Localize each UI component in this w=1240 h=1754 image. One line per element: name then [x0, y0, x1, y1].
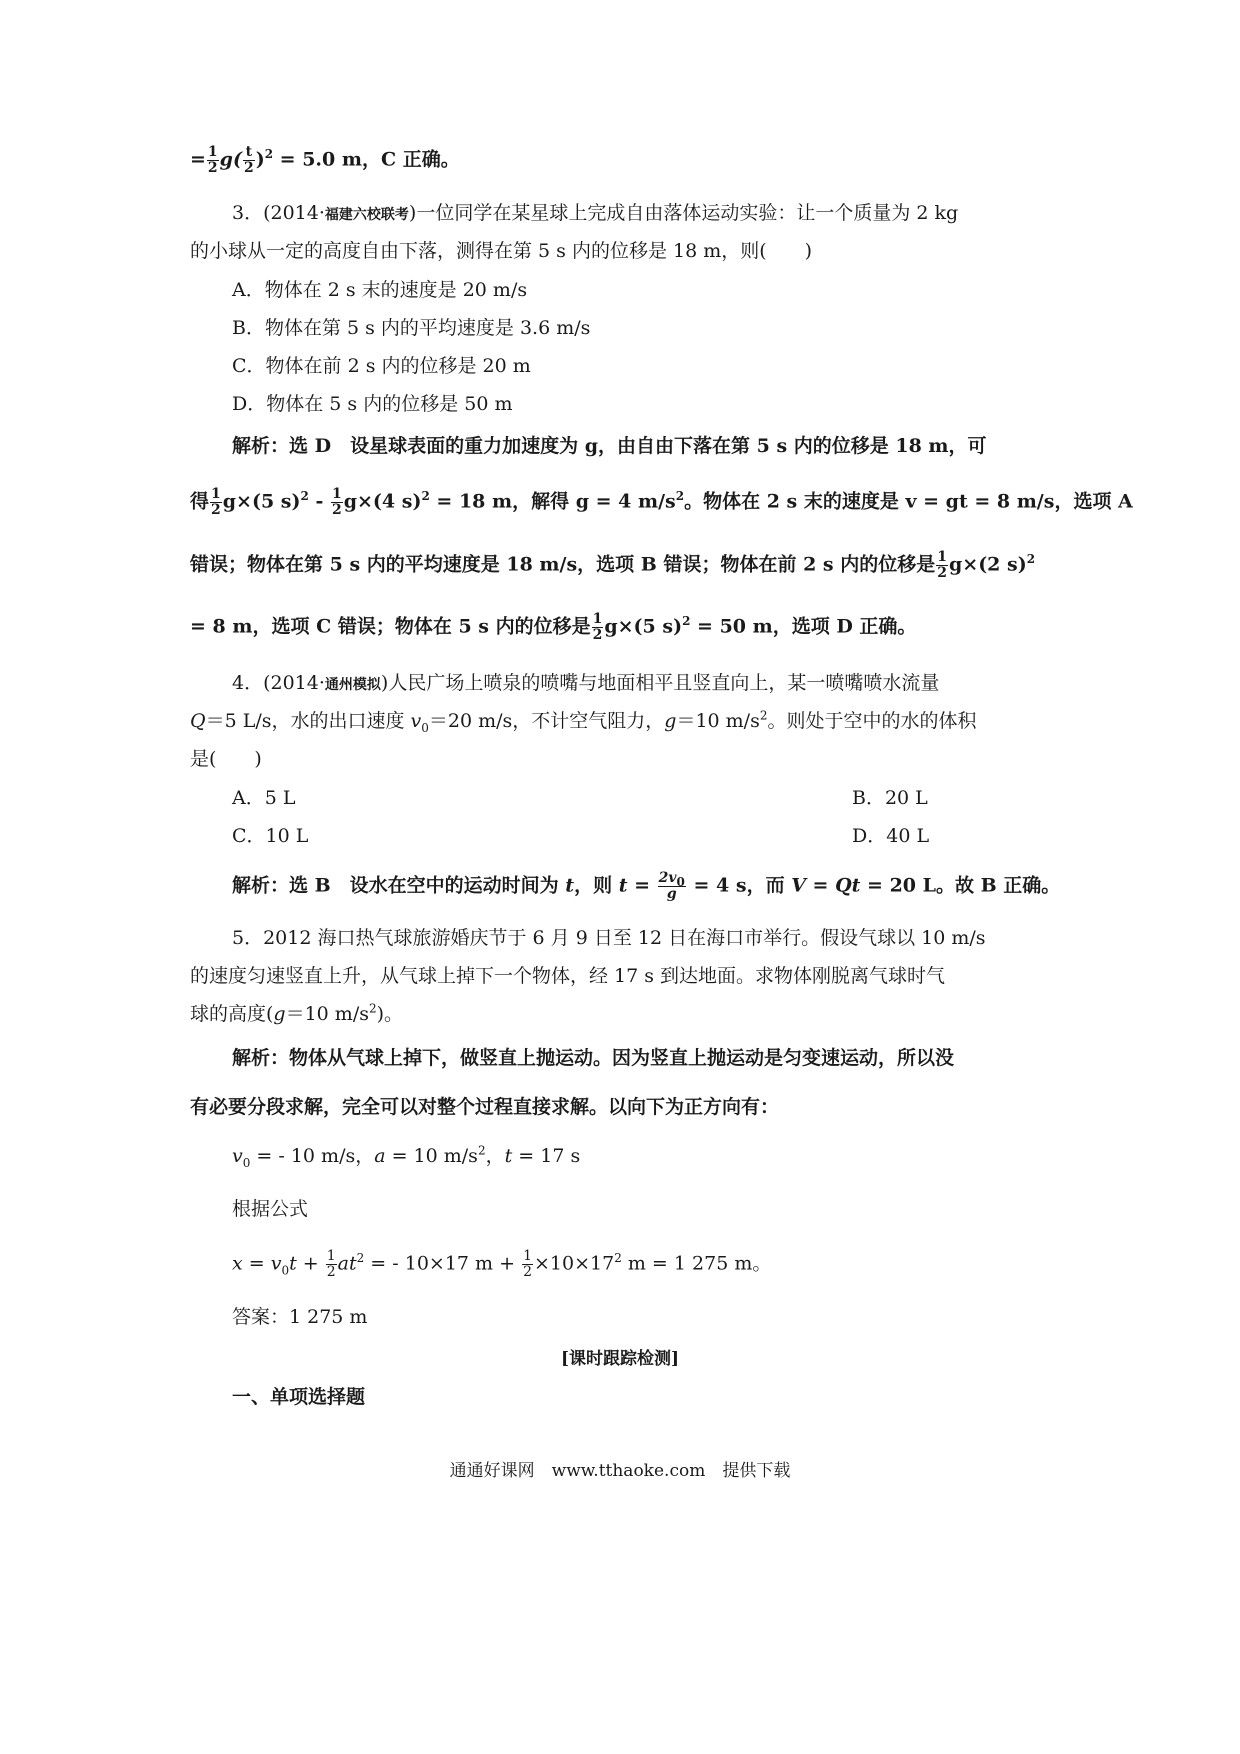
q5-stem-line-2: 的速度匀速竖直上升，从气球上掉下一个物体，经 17 s 到达地面。求物体刚脱离气球时气 — [190, 965, 946, 987]
q4-stem-line-3: 是( ) — [190, 748, 262, 770]
q3-option-d: D．物体在 5 s 内的位移是 50 m — [232, 393, 513, 415]
q4-option-d: D．40 L — [852, 825, 930, 847]
q5-answer: 答案：1 275 m — [232, 1306, 368, 1328]
q3-analysis-line-4: = 8 m，选项 C 错误；物体在 5 s 内的位移是 $\frac{1}{2}$ g×(5 s)$^2$ = 50 m，选项 D 正确。 — [190, 611, 917, 643]
q4-option-c: C．10 L — [232, 825, 309, 847]
q4-stem-line-2: Q＝5 L/s，水的出口速度 $v_0=20$ m/s，不计空气阻力，g＝10 $m/s^2$。则处于空中的水的体积 — [190, 708, 977, 735]
q4-option-a: A．5 L — [232, 787, 296, 809]
q4-options-row-1 — [232, 785, 1102, 811]
q3-option-c: C．物体在前 2 s 内的位移是 20 m — [232, 355, 531, 377]
q4-option-b: B．20 L — [852, 787, 928, 809]
q4-analysis: 解析：选 B 设水在空中的运动时间为 t，则 t = $\frac{2v_0}{g}$ = 4 s，而 V = Qt = 20 L。故 B 正确。 — [232, 870, 1061, 902]
section-heading: 一、单项选择题 — [232, 1386, 366, 1408]
q3-stem-line-2: 的小球从一定的高度自由下落，测得在第 5 s 内的位移是 18 m，则( ) — [190, 240, 813, 262]
q3-option-a: A．物体在 2 s 末的速度是 20 m/s — [232, 279, 528, 301]
q5-stem-line-1: 5．2012 海口热气球旅游婚庆节于 6 月 9 日至 12 日在海口市举行。假设气球以 10 m/s — [232, 927, 986, 949]
q5-formula-label: 根据公式 — [232, 1198, 309, 1220]
section-tag: [课时跟踪检测] — [560, 1349, 680, 1369]
fraction: $\frac{1}{2}$ — [207, 144, 218, 176]
q4-options-row-2 — [232, 823, 1102, 849]
q5-given-values: $v_0$ = - 10 m/s，a = 10 $m/s^2$，t = 17 s — [232, 1143, 581, 1170]
carryover-line: = $\frac{1}{2}$ g( $\frac{t}{2}$ )$^2$ = 5.0 m，C 正确。 — [190, 144, 460, 176]
q3-analysis-line-1: 解析：选 D 设星球表面的重力加速度为 g，由自由下落在第 5 s 内的位移是 18 m，可 — [232, 435, 987, 457]
q5-analysis-line-2: 有必要分段求解，完全可以对整个过程直接求解。以向下为正方向有： — [190, 1096, 780, 1118]
q3-stem-line-1: 3．(2014·福建六校联考)一位同学在某星球上完成自由落体运动实验：让一个质量为 2 kg — [232, 202, 959, 224]
q5-formula: $x = v_0t$ + $\frac{1}{2}$ $at^2$ = - 10×17 m + $\frac{1}{2}$ $\times 10\times 17^2$ m = 1 275 m。 — [232, 1248, 772, 1280]
fraction: $\frac{t}{2}$ — [243, 144, 254, 176]
q4-stem-line-1: 4．(2014·通州模拟)人民广场上喷泉的喷嘴与地面相平且竖直向上，某一喷嘴喷水流量 — [232, 672, 940, 694]
q3-option-b: B．物体在第 5 s 内的平均速度是 3.6 m/s — [232, 317, 591, 339]
q4-source: 通州模拟 — [324, 677, 381, 693]
page-footer: 通通好课网 www.tthaoke.com 提供下载 — [449, 1461, 791, 1481]
q5-analysis-line-1: 解析：物体从气球上掉下，做竖直上抛运动。因为竖直上抛运动是匀变速运动，所以没 — [232, 1047, 955, 1069]
q3-analysis-line-3: 错误；物体在第 5 s 内的平均速度是 18 m/s，选项 B 错误；物体在前 2 s 内的位移是 $\frac{1}{2}$ g×(2 s)$^2$ — [190, 549, 1036, 581]
q5-stem-line-3: 球的高度(g＝10 $m/s^2$)。 — [190, 1001, 404, 1025]
q3-analysis-line-2: 得 $\frac{1}{2}$ g×(5 s)$^2$ - $\frac{1}{2}$ g×(4 s)$^2$ = 18 m，解得 g = 4 $m/s^2$。物体在 2 s 末的速度是 v = gt = 8 m/s，选项 A — [190, 486, 1133, 518]
q3-source: 福建六校联考 — [324, 207, 409, 223]
